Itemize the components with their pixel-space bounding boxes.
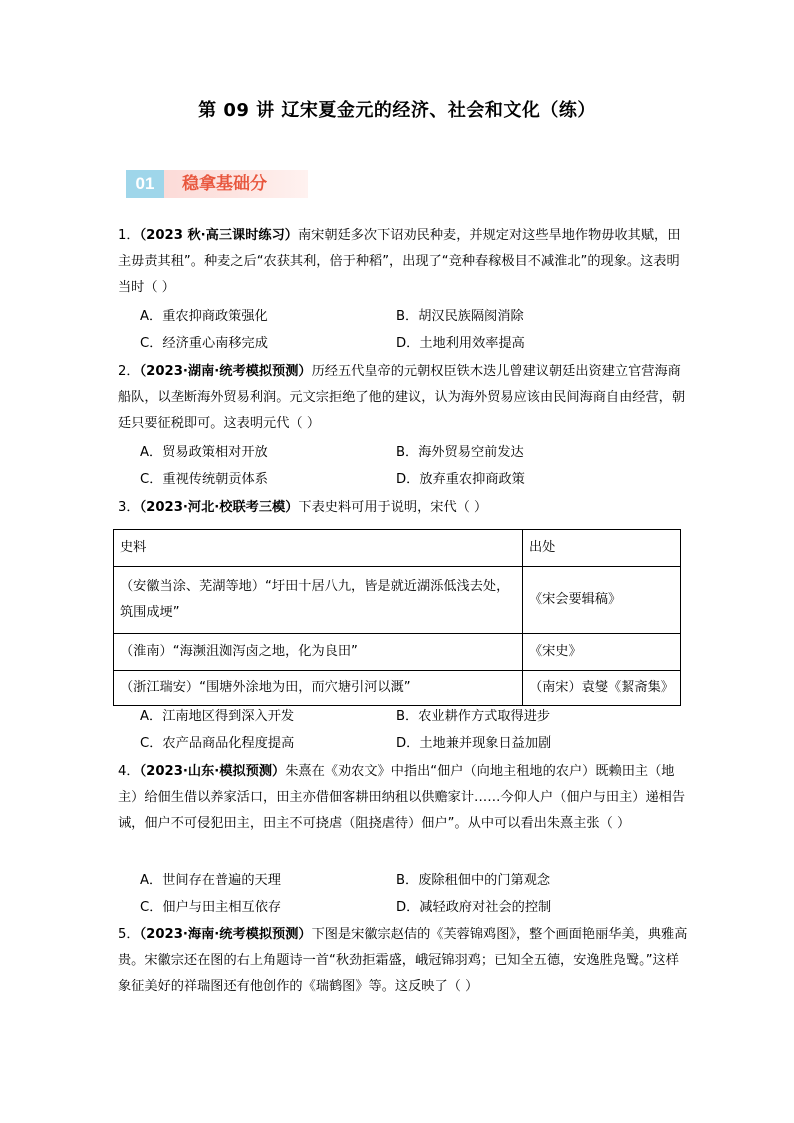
question-text: 下图是宋徽宗赵佶的《芙蓉锦鸡图》，整个画面艳丽华美，典雅高贵。宋徽宗还在图的右上角题诗一首“秋劲拒霜盛，峨冠锦羽鸡；已知全五德，安逸胜凫鹥。”这样象征美好的祥瑞图还有他创作的《瑞鹤图》等。这反映了（ ） [118,927,688,994]
page-title: 第 09 讲 辽宋夏金元的经济、社会和文化（练） [198,100,596,121]
question-source: （2023·海南·统考模拟预测） [139,927,312,942]
option-a: A．贸易政策相对开放 [140,445,268,460]
table-row [114,671,681,706]
question-1 [118,223,688,301]
option-c: C．农产品商品化程度提高 [140,736,295,751]
question-2 [118,359,688,437]
source-table [113,529,681,706]
question-text: 历经五代皇帝的元朝权臣铁木迭儿曾建议朝廷出资建立官营海商船队，以垄断海外贸易利润。元文宗拒绝了他的建议，认为海外贸易应该由民间海商自由经营，朝廷只要征税即可。这表明元代（ ） [118,364,686,431]
table-cell: （淮南）“海濒沮洳泻卤之地，化为良田” [114,634,523,671]
option-b: B．农业耕作方式取得进步 [396,709,551,724]
question-text: 南宋朝廷多次下诏劝民种麦，并规定对这些旱地作物毋收其赋，田主毋责其租”。种麦之后“农获其利，倍于种稻”，出现了“竞种春稼极目不减淮北”的现象。这表明当时（ ） [118,228,681,295]
section-number: 01 [126,170,164,198]
option-a: A．世间存在普遍的天理 [140,873,281,888]
table-cell: 《宋会要辑稿》 [522,567,680,634]
option-c: C．经济重心南移完成 [140,336,268,351]
option-a: A．重农抑商政策强化 [140,309,268,324]
question-5 [118,922,688,1000]
table-cell: （浙江瑞安）“围塘外涂地为田，而穴塘引河以溉” [114,671,523,706]
section-label: 稳拿基础分 [182,174,267,194]
table-header-cell: 史料 [114,530,523,567]
option-d: D．土地利用效率提高 [396,336,525,351]
section-banner [126,170,308,198]
question-number: 4． [118,764,140,779]
question-number: 5． [118,927,140,942]
option-c: C．佃户与田主相互依存 [140,900,282,915]
option-d: D．放弃重农抑商政策 [396,472,525,487]
question-3 [118,495,688,521]
table-cell: （安徽当涂、芜湖等地）“圩田十居八九，皆是就近湖泺低浅去处，筑围成埂” [114,567,523,634]
question-source: （2023·山东·模拟预测） [139,764,286,779]
option-d: D．减轻政府对社会的控制 [396,900,552,915]
option-d: D．土地兼并现象日益加剧 [396,736,552,751]
table-row [114,567,681,634]
question-4 [118,759,688,837]
option-c: C．重视传统朝贡体系 [140,472,268,487]
table-header-row [114,530,681,567]
question-source: （2023 秋·高三课时练习） [139,228,298,243]
option-b: B．胡汉民族隔阂消除 [396,309,524,324]
question-number: 1． [118,228,140,243]
question-text: 朱熹在《劝农文》中指出“佃户（向地主租地的农户）既赖田主（地主）给佃生借以养家活口，田主亦借佃客耕田纳租以供赡家计……今仰人户（佃户与田主）递相告诫，佃户不可侵犯田主，田主不可挠虐（阻挠虐待）佃户”。从中可以看出朱熹主张（ ） [118,764,686,831]
table-header-cell: 出处 [522,530,680,567]
option-b: B．废除租佃中的门第观念 [396,873,551,888]
question-number: 3． [118,500,140,515]
table-cell: 《宋史》 [522,634,680,671]
question-number: 2． [118,364,140,379]
table-row [114,634,681,671]
question-source: （2023·河北·校联考三模） [139,500,299,515]
question-source: （2023·湖南·统考模拟预测） [139,364,312,379]
option-a: A．江南地区得到深入开发 [140,709,295,724]
question-text: 下表史料可用于说明，宋代（ ） [298,500,488,515]
option-b: B．海外贸易空前发达 [396,445,524,460]
table-cell: （南宋）袁燮《絜斋集》 [522,671,680,706]
